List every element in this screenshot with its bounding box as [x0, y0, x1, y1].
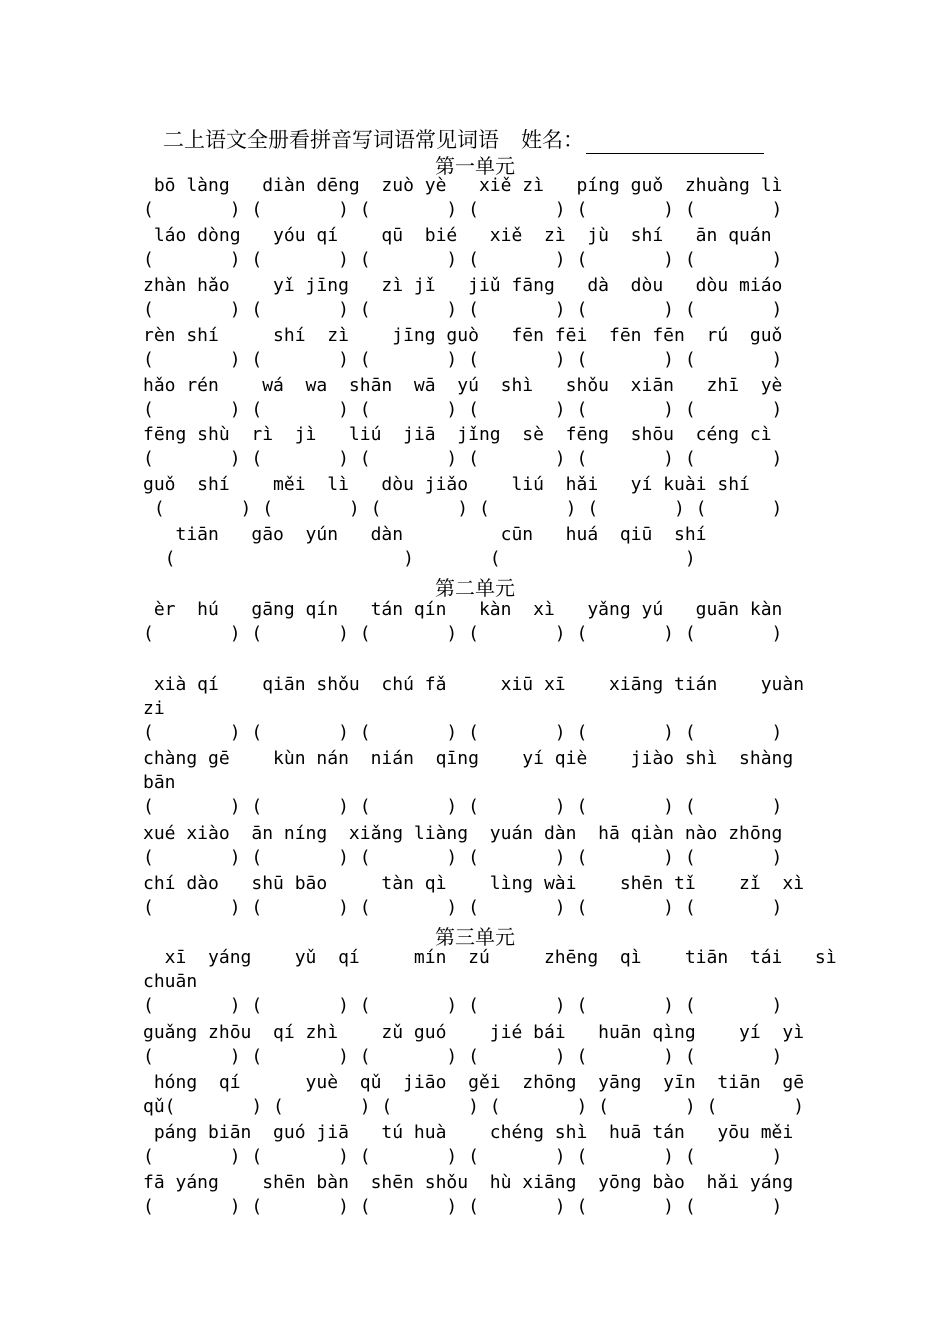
answer-blanks[interactable]: ( ) ( ) ( ) ( ) ( ) ( )	[143, 995, 783, 1016]
answer-blanks[interactable]: ( ) ( ) ( ) ( ) ( ) ( )	[143, 623, 783, 644]
exercise-row	[143, 1021, 813, 1069]
exercise-row	[143, 1071, 813, 1119]
pinyin-line: tiān gāo yún dàn cūn huá qiū shí	[143, 524, 707, 545]
answer-blanks[interactable]: ( ) ( ) ( ) ( ) ( ) ( )	[143, 349, 783, 370]
pinyin-line: guǒ shí měi lì dòu jiǎo liú hǎi yí kuài shí	[143, 474, 750, 495]
unit-heading: 第二单元	[435, 576, 515, 600]
exercise-row	[143, 747, 813, 819]
answer-blanks[interactable]: ( ) ( ) ( ) ( ) ( ) ( )	[143, 847, 783, 868]
pinyin-wrap-line: zi	[143, 698, 165, 719]
exercise-row	[143, 274, 813, 322]
answer-blanks[interactable]: qǔ( ) ( ) ( ) ( ) ( ) ( )	[143, 1096, 805, 1117]
unit-heading: 第三单元	[435, 925, 515, 949]
pinyin-line: fēng shù rì jì liú jiā jǐng sè fēng shōu céng cì	[143, 424, 772, 445]
unit-heading: 第一单元	[435, 154, 515, 178]
pinyin-wrap-line: chuān	[143, 971, 198, 992]
pinyin-line: bō làng diàn dēng zuò yè xiě zì píng guǒ zhuàng lì	[143, 175, 783, 196]
pinyin-line: chí dào shū bāo tàn qì lìng wài shēn tǐ zǐ xì	[143, 873, 805, 894]
exercise-row	[143, 324, 813, 372]
exercise-row	[143, 374, 813, 422]
exercise-row	[143, 174, 813, 222]
exercise-row	[143, 473, 813, 521]
pinyin-line: hǎo rén wá wa shān wā yú shì shǒu xiān zhī yè	[143, 375, 783, 396]
exercise-row	[143, 224, 813, 272]
pinyin-line: èr hú gāng qín tán qín kàn xì yǎng yú guān kàn	[143, 599, 783, 620]
answer-blanks[interactable]: ( ) ( ) ( ) ( ) ( ) ( )	[143, 1196, 783, 1217]
pinyin-line: hóng qí yuè qǔ jiāo gěi zhōng yāng yīn tiān gē	[143, 1072, 805, 1093]
answer-blanks[interactable]: ( ) ( ) ( ) ( ) ( ) ( )	[143, 897, 783, 918]
answer-blanks[interactable]: ( ) ( ) ( ) ( ) ( ) ( )	[143, 399, 783, 420]
title-text: 二上语文全册看拼音写词语常见词语	[163, 128, 499, 152]
name-label: 姓名：	[521, 128, 584, 152]
answer-blanks[interactable]: ( ) ( ) ( ) ( ) ( ) ( )	[143, 1146, 783, 1167]
pinyin-line: xià qí qiān shǒu chú fǎ xiū xī xiāng tián yuàn	[143, 674, 805, 695]
exercise-row	[143, 822, 813, 870]
pinyin-line: fā yáng shēn bàn shēn shǒu hù xiāng yōng bào hǎi yáng	[143, 1172, 794, 1193]
answer-blanks[interactable]: ( ) ( ) ( ) ( ) ( ) ( )	[143, 796, 783, 817]
answer-blanks[interactable]: ( ) ( ) ( ) ( ) ( ) ( )	[143, 299, 783, 320]
exercise-row	[143, 1171, 813, 1219]
answer-blanks[interactable]: ( ) ( )	[143, 548, 696, 569]
exercise-row	[143, 423, 813, 471]
pinyin-line: xué xiào ān níng xiǎng liàng yuán dàn hā qiàn nào zhōng	[143, 823, 783, 844]
answer-blanks[interactable]: ( ) ( ) ( ) ( ) ( ) ( )	[143, 1046, 783, 1067]
exercise-row	[143, 523, 813, 571]
exercise-row	[143, 872, 813, 920]
pinyin-line: guǎng zhōu qí zhì zǔ guó jié bái huān qìng yí yì	[143, 1022, 805, 1043]
answer-blanks[interactable]: ( ) ( ) ( ) ( ) ( ) ( )	[143, 722, 783, 743]
pinyin-line: láo dòng yóu qí qū bié xiě zì jù shí ān quán	[143, 225, 772, 246]
pinyin-line: rèn shí shí zì jīng guò fēn fēi fēn fēn rú guǒ	[143, 325, 783, 346]
exercise-row	[143, 1121, 813, 1169]
pinyin-wrap-line: bān	[143, 772, 176, 793]
pinyin-line: zhàn hǎo yǐ jīng zì jǐ jiǔ fāng dà dòu dòu miáo	[143, 275, 783, 296]
pinyin-line: xī yáng yǔ qí mín zú zhēng qì tiān tái sì	[143, 947, 837, 968]
answer-blanks[interactable]: ( ) ( ) ( ) ( ) ( ) ( )	[143, 498, 783, 519]
answer-blanks[interactable]: ( ) ( ) ( ) ( ) ( ) ( )	[143, 249, 783, 270]
exercise-row	[143, 673, 813, 745]
answer-blanks[interactable]: ( ) ( ) ( ) ( ) ( ) ( )	[143, 448, 783, 469]
pinyin-line: chàng gē kùn nán nián qīng yí qiè jiào shì shàng	[143, 748, 794, 769]
answer-blanks[interactable]: ( ) ( ) ( ) ( ) ( ) ( )	[143, 199, 783, 220]
pinyin-line: páng biān guó jiā tú huà chéng shì huā tán yōu měi	[143, 1122, 794, 1143]
exercise-row	[143, 946, 837, 1018]
exercise-row	[143, 598, 813, 646]
